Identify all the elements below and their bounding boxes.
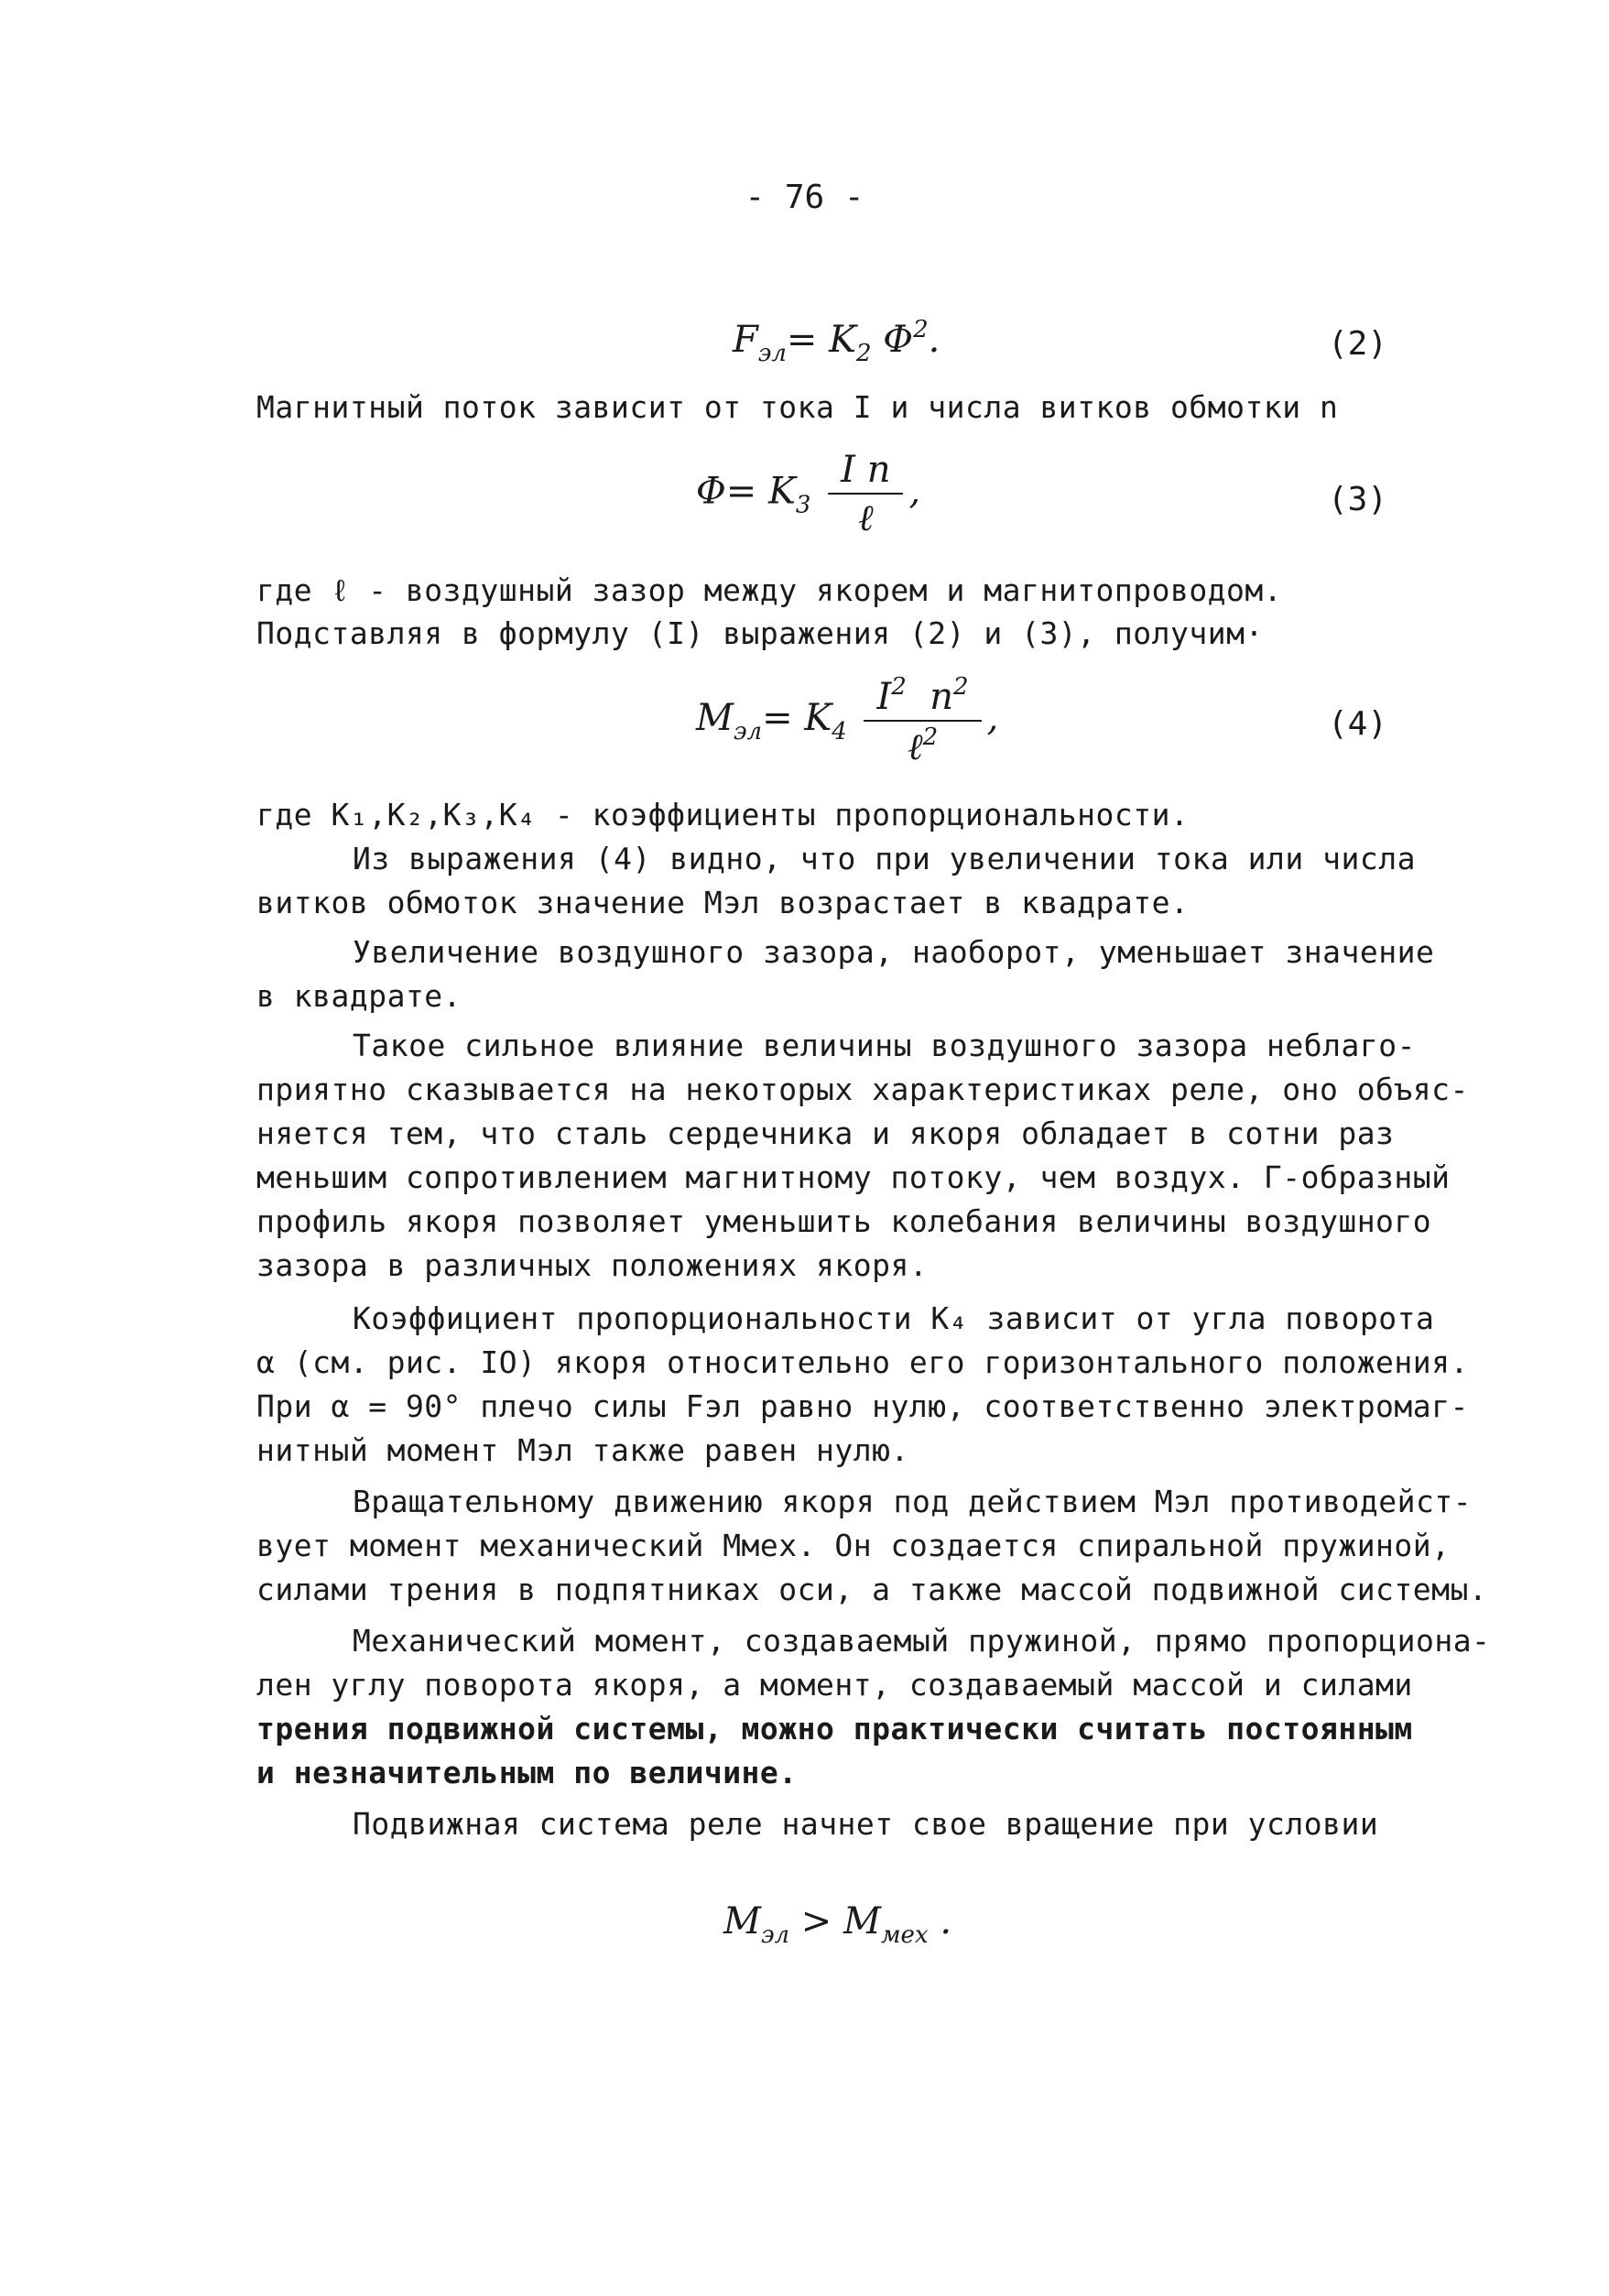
equation-2: $F_{эл}= K_2$ $\Phi^2$. [733, 316, 940, 367]
text-line: нитный момент Mэл также равен нулю. [256, 1432, 909, 1468]
equation-2-number: (2) [1328, 325, 1388, 363]
equation-4-number: (4) [1328, 705, 1388, 743]
text-line: Вращательному движению якоря под действием Mэл противодейст- [353, 1484, 1473, 1519]
text-line: При α = 90° плечо силы Fэл равно нулю, соответственно электромаг- [256, 1388, 1469, 1424]
text-line: Магнитный поток зависит от тока I и числа витков обмотки n [256, 389, 1339, 425]
text-line: трения подвижной системы, можно практически считать постоянным [256, 1711, 1413, 1746]
equation-4: $M_{эл}= K_4$ $\frac{I^2 n^2}{\ell^2}$ , [696, 673, 999, 768]
text-line: приятно сказывается на некоторых характеристиках реле, оно объяс- [256, 1072, 1469, 1107]
text-line: Подставляя в формулу (I) выражения (2) и (3), получим· [256, 615, 1264, 651]
equation-3: $\Phi= K_3$ $\frac{\text{I n}}{\text{ℓ}}$ , [696, 449, 921, 539]
text-line: Механический момент, создаваемый пружиной, прямо пропорциона- [353, 1623, 1491, 1659]
equation-5: $M_{эл} > M_{мех}$ . [723, 1900, 952, 1949]
text-line: меньшим сопротивлением магнитному потоку, чем воздух. Г-образный [256, 1159, 1451, 1195]
text-line: зазора в различных положениях якоря. [256, 1247, 929, 1283]
text-line: в квадрате. [256, 978, 462, 1014]
text-line: силами трения в подпятниках оси, а также массой подвижной системы. [256, 1572, 1488, 1607]
text-line: лен углу поворота якоря, а момент, создаваемый массой и силами [256, 1667, 1413, 1703]
text-line: Такое сильное влияние величины воздушного зазора неблаго- [353, 1028, 1416, 1063]
text-line: где ℓ - воздушный зазор между якорем и магнитопроводом. [256, 572, 1283, 608]
text-line: няется тем, что сталь сердечника и якоря обладает в сотни раз [256, 1115, 1395, 1151]
text-line: α (см. рис. IO) якоря относительно его горизонтального положения. [256, 1344, 1469, 1380]
equation-3-number: (3) [1328, 481, 1388, 518]
text-line: профиль якоря позволяет уменьшить колебания величины воздушного [256, 1203, 1432, 1239]
text-line: вует момент механический Mмех. Он создается спиральной пружиной, [256, 1528, 1451, 1563]
page-number: - 76 - [745, 179, 864, 216]
text-line: Подвижная система реле начнет свое вращение при условии [353, 1806, 1379, 1842]
text-line: Из выражения (4) видно, что при увеличении тока или числа [353, 841, 1416, 876]
text-line: и незначительным по величине. [256, 1755, 798, 1790]
text-line: Увеличение воздушного зазора, наоборот, уменьшает значение [353, 934, 1435, 970]
text-line: Коэффициент пропорциональности K₄ зависит от угла поворота [353, 1300, 1435, 1336]
text-line: витков обмоток значение Mэл возрастает в квадрате. [256, 885, 1190, 920]
text-line: где K₁,K₂,K₃,K₄ - коэффициенты пропорциональности. [256, 797, 1190, 832]
